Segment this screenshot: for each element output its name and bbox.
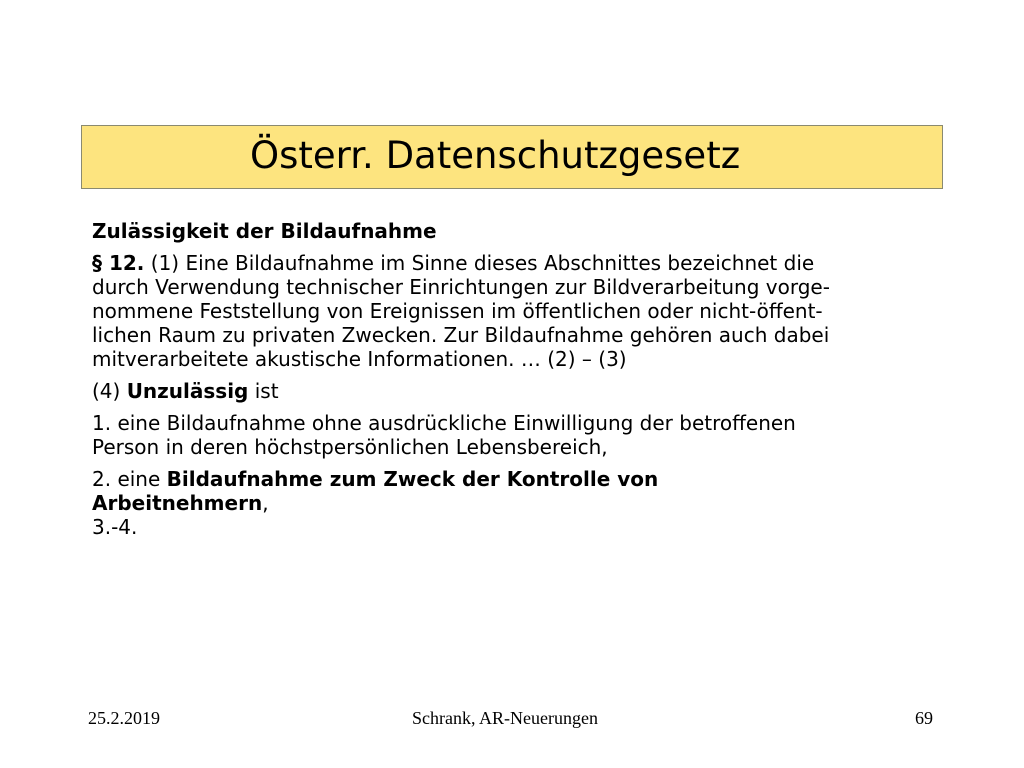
footer-page-number: 69 [915, 708, 933, 728]
section-heading: Zulässigkeit der Bildaufnahme [92, 219, 437, 243]
footer-date: 25.2.2019 [88, 708, 160, 728]
paragraph-4-line-3: 3.-4. [92, 515, 138, 539]
paragraph-1-line-1: (1) Eine Bildaufnahme im Sinne dieses Abschnittes bezeichnet die [144, 251, 815, 275]
footer-author: Schrank, AR-Neuerungen [412, 708, 598, 728]
paragraph-2 [92, 379, 942, 403]
paragraph-3-line-2: Person in deren höchstpersönlichen Lebensbereich, [92, 435, 608, 459]
title-box [81, 125, 943, 189]
paragraph-number: § 12. [92, 251, 145, 275]
paragraph-4 [92, 467, 942, 539]
paragraph-4-bold-line-1: Bildaufnahme zum Zweck der Kontrolle von [166, 467, 659, 491]
paragraph-2-suffix: ist [248, 379, 279, 403]
paragraph-1-line-4: lichen Raum zu privaten Zwecken. Zur Bildaufnahme gehören auch dabei [92, 323, 830, 347]
slide-title: Österr. Datenschutzgesetz [250, 134, 741, 177]
paragraph-4-bold-line-2: Arbeitnehmern [92, 491, 263, 515]
paragraph-4-prefix: 2. eine [92, 467, 167, 491]
paragraph-1-line-5: mitverarbeitete akustische Informationen. … (2) – (3) [92, 347, 627, 371]
paragraph-2-prefix: (4) [92, 379, 127, 403]
paragraph-1 [92, 251, 942, 371]
slide-body [92, 219, 942, 539]
paragraph-2-bold: Unzulässig [126, 379, 249, 403]
paragraph-3 [92, 411, 942, 459]
paragraph-1-line-2: durch Verwendung technischer Einrichtungen zur Bildverarbeitung vorge- [92, 275, 830, 299]
paragraph-3-line-1: 1. eine Bildaufnahme ohne ausdrückliche Einwilligung der betroffenen [92, 411, 796, 435]
paragraph-1-line-3: nommene Feststellung von Ereignissen im öffentlichen oder nicht-öffent- [92, 299, 823, 323]
paragraph-4-suffix: , [262, 491, 269, 515]
